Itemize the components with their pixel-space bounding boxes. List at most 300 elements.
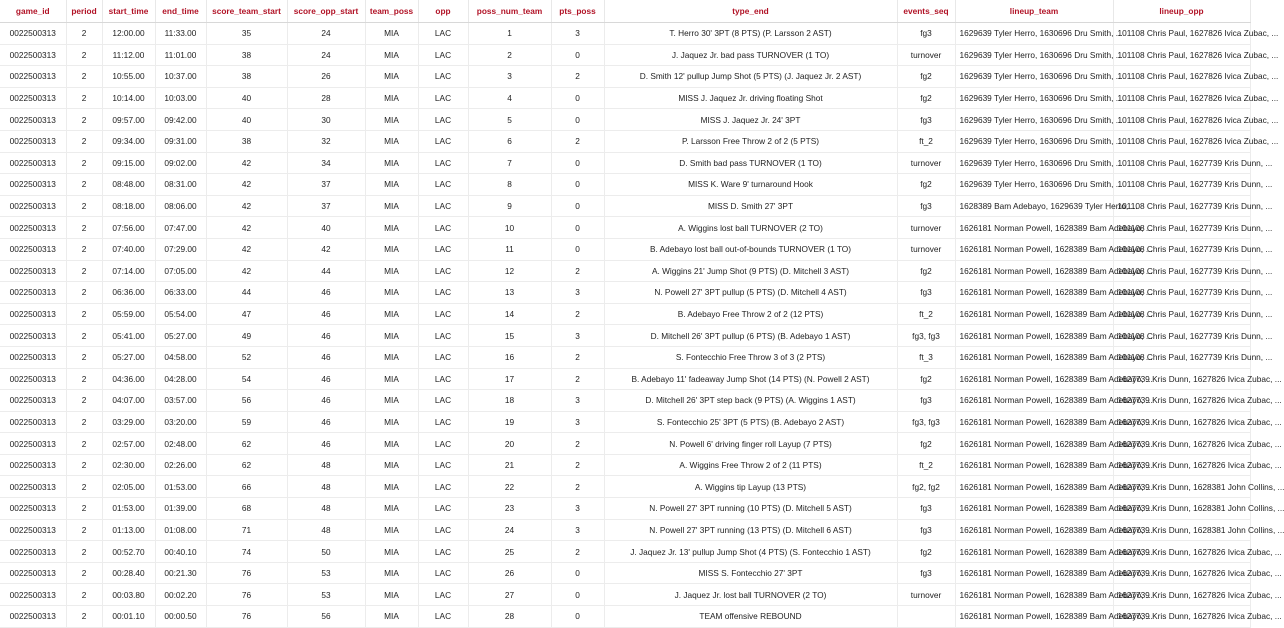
cell-game-id: 0022500313 [0, 174, 66, 196]
cell-lineup-opp: 101108 Chris Paul, 1627826 Ivica Zubac, ... [1113, 44, 1250, 66]
cell-game-id: 0022500313 [0, 195, 66, 217]
table-row[interactable] [0, 541, 1250, 563]
cell-start-time: 05:27.00 [102, 346, 155, 368]
cell-pts-poss: 3 [551, 23, 604, 45]
cell-pts-poss: 0 [551, 109, 604, 131]
cell-game-id: 0022500313 [0, 433, 66, 455]
cell-events-seq: ft_2 [897, 130, 955, 152]
cell-lineup-team: 1626181 Norman Powell, 1628389 Bam Adebayo, ... [955, 411, 1113, 433]
cell-period: 2 [66, 368, 102, 390]
cell-lineup-opp: 101108 Chris Paul, 1627739 Kris Dunn, ... [1113, 260, 1250, 282]
cell-score-team-start: 76 [206, 606, 287, 628]
cell-lineup-team: 1626181 Norman Powell, 1628389 Bam Adebayo, ... [955, 584, 1113, 606]
cell-score-team-start: 44 [206, 282, 287, 304]
cell-score-opp-start: 42 [287, 238, 365, 260]
cell-lineup-team: 1626181 Norman Powell, 1628389 Bam Adebayo, ... [955, 541, 1113, 563]
cell-lineup-team: 1629639 Tyler Herro, 1630696 Dru Smith, ... [955, 152, 1113, 174]
cell-score-opp-start: 46 [287, 433, 365, 455]
cell-pts-poss: 0 [551, 195, 604, 217]
cell-game-id: 0022500313 [0, 454, 66, 476]
cell-end-time: 00:21.30 [155, 562, 206, 584]
cell-score-opp-start: 40 [287, 217, 365, 239]
cell-events-seq [897, 606, 955, 628]
cell-score-team-start: 76 [206, 562, 287, 584]
cell-game-id: 0022500313 [0, 217, 66, 239]
cell-score-opp-start: 46 [287, 411, 365, 433]
header-row [0, 0, 1250, 23]
cell-pts-poss: 0 [551, 238, 604, 260]
cell-period: 2 [66, 433, 102, 455]
cell-start-time: 09:15.00 [102, 152, 155, 174]
column-header-lineup-team[interactable]: lineup_team [955, 0, 1113, 23]
cell-end-time: 02:26.00 [155, 454, 206, 476]
cell-type-end: N. Powell 6' driving finger roll Layup (7 PTS) [604, 433, 897, 455]
cell-poss-num-team: 5 [468, 109, 551, 131]
cell-start-time: 05:59.00 [102, 303, 155, 325]
cell-game-id: 0022500313 [0, 238, 66, 260]
cell-lineup-opp: 101108 Chris Paul, 1627826 Ivica Zubac, ... [1113, 23, 1250, 45]
cell-score-opp-start: 28 [287, 87, 365, 109]
cell-pts-poss: 3 [551, 411, 604, 433]
cell-period: 2 [66, 454, 102, 476]
cell-events-seq: fg3 [897, 519, 955, 541]
cell-score-opp-start: 48 [287, 476, 365, 498]
cell-end-time: 07:47.00 [155, 217, 206, 239]
cell-game-id: 0022500313 [0, 87, 66, 109]
cell-team-poss: MIA [365, 498, 418, 520]
cell-score-team-start: 74 [206, 541, 287, 563]
cell-team-poss: MIA [365, 303, 418, 325]
column-header-poss-num-team[interactable]: poss_num_team [468, 0, 551, 23]
cell-score-opp-start: 24 [287, 44, 365, 66]
cell-game-id: 0022500313 [0, 390, 66, 412]
cell-game-id: 0022500313 [0, 303, 66, 325]
cell-team-poss: MIA [365, 519, 418, 541]
table-row[interactable] [0, 562, 1250, 584]
cell-game-id: 0022500313 [0, 260, 66, 282]
cell-opp: LAC [418, 454, 468, 476]
cell-pts-poss: 2 [551, 66, 604, 88]
cell-start-time: 02:57.00 [102, 433, 155, 455]
cell-end-time: 02:48.00 [155, 433, 206, 455]
cell-lineup-team: 1626181 Norman Powell, 1628389 Bam Adebayo, ... [955, 454, 1113, 476]
cell-score-opp-start: 48 [287, 454, 365, 476]
cell-score-team-start: 35 [206, 23, 287, 45]
cell-lineup-opp: 101108 Chris Paul, 1627739 Kris Dunn, ... [1113, 174, 1250, 196]
table-row[interactable] [0, 217, 1250, 239]
cell-start-time: 04:07.00 [102, 390, 155, 412]
cell-score-opp-start: 48 [287, 519, 365, 541]
cell-poss-num-team: 25 [468, 541, 551, 563]
cell-start-time: 01:53.00 [102, 498, 155, 520]
cell-pts-poss: 0 [551, 87, 604, 109]
cell-team-poss: MIA [365, 23, 418, 45]
column-header-type-end[interactable]: type_end [604, 0, 897, 23]
cell-pts-poss: 3 [551, 498, 604, 520]
cell-game-id: 0022500313 [0, 282, 66, 304]
cell-pts-poss: 3 [551, 519, 604, 541]
cell-period: 2 [66, 303, 102, 325]
cell-lineup-team: 1626181 Norman Powell, 1628389 Bam Adebayo, ... [955, 498, 1113, 520]
cell-events-seq: ft_2 [897, 303, 955, 325]
table-row[interactable] [0, 390, 1250, 412]
cell-start-time: 12:00.00 [102, 23, 155, 45]
cell-events-seq: fg2 [897, 368, 955, 390]
cell-start-time: 10:55.00 [102, 66, 155, 88]
cell-score-opp-start: 46 [287, 390, 365, 412]
cell-period: 2 [66, 174, 102, 196]
cell-pts-poss: 2 [551, 346, 604, 368]
cell-score-opp-start: 50 [287, 541, 365, 563]
cell-period: 2 [66, 109, 102, 131]
cell-lineup-team: 1626181 Norman Powell, 1628389 Bam Adebayo, ... [955, 368, 1113, 390]
cell-lineup-opp: 101108 Chris Paul, 1627739 Kris Dunn, ... [1113, 195, 1250, 217]
cell-period: 2 [66, 498, 102, 520]
cell-lineup-opp: 1627739 Kris Dunn, 1628381 John Collins, ... [1113, 519, 1250, 541]
cell-end-time: 01:08.00 [155, 519, 206, 541]
table-row[interactable] [0, 303, 1250, 325]
cell-lineup-team: 1626181 Norman Powell, 1628389 Bam Adebayo, ... [955, 476, 1113, 498]
cell-lineup-team: 1626181 Norman Powell, 1628389 Bam Adebayo, ... [955, 282, 1113, 304]
cell-events-seq: fg3 [897, 109, 955, 131]
cell-type-end: J. Jaquez Jr. bad pass TURNOVER (1 TO) [604, 44, 897, 66]
cell-opp: LAC [418, 541, 468, 563]
cell-score-team-start: 66 [206, 476, 287, 498]
table-row[interactable] [0, 260, 1250, 282]
cell-opp: LAC [418, 238, 468, 260]
cell-team-poss: MIA [365, 282, 418, 304]
cell-type-end: MISS J. Jaquez Jr. driving floating Shot [604, 87, 897, 109]
cell-poss-num-team: 1 [468, 23, 551, 45]
cell-lineup-team: 1626181 Norman Powell, 1628389 Bam Adebayo, ... [955, 606, 1113, 628]
cell-poss-num-team: 10 [468, 217, 551, 239]
cell-opp: LAC [418, 303, 468, 325]
cell-game-id: 0022500313 [0, 411, 66, 433]
cell-period: 2 [66, 23, 102, 45]
cell-period: 2 [66, 217, 102, 239]
cell-pts-poss: 0 [551, 44, 604, 66]
cell-period: 2 [66, 346, 102, 368]
cell-events-seq: fg2, fg2 [897, 476, 955, 498]
cell-lineup-opp: 101108 Chris Paul, 1627739 Kris Dunn, ... [1113, 325, 1250, 347]
cell-lineup-opp: 101108 Chris Paul, 1627739 Kris Dunn, ... [1113, 303, 1250, 325]
column-header-end-time[interactable]: end_time [155, 0, 206, 23]
cell-lineup-opp: 1627739 Kris Dunn, 1627826 Ivica Zubac, ... [1113, 390, 1250, 412]
table-row[interactable] [0, 23, 1250, 45]
cell-score-team-start: 52 [206, 346, 287, 368]
cell-score-team-start: 59 [206, 411, 287, 433]
cell-score-opp-start: 44 [287, 260, 365, 282]
table-row[interactable] [0, 476, 1250, 498]
cell-lineup-opp: 1627739 Kris Dunn, 1627826 Ivica Zubac, ... [1113, 454, 1250, 476]
cell-poss-num-team: 2 [468, 44, 551, 66]
cell-lineup-team: 1626181 Norman Powell, 1628389 Bam Adebayo, ... [955, 390, 1113, 412]
cell-type-end: N. Powell 27' 3PT running (13 PTS) (D. Mitchell 6 AST) [604, 519, 897, 541]
column-header-opp[interactable]: opp [418, 0, 468, 23]
cell-lineup-team: 1626181 Norman Powell, 1628389 Bam Adebayo, ... [955, 519, 1113, 541]
cell-game-id: 0022500313 [0, 44, 66, 66]
table-row[interactable] [0, 411, 1250, 433]
cell-team-poss: MIA [365, 66, 418, 88]
cell-opp: LAC [418, 23, 468, 45]
cell-pts-poss: 3 [551, 390, 604, 412]
column-header-score-team-start[interactable]: score_team_start [206, 0, 287, 23]
cell-type-end: MISS D. Smith 27' 3PT [604, 195, 897, 217]
column-header-pts-poss[interactable]: pts_poss [551, 0, 604, 23]
table-row[interactable] [0, 325, 1250, 347]
cell-game-id: 0022500313 [0, 476, 66, 498]
cell-game-id: 0022500313 [0, 498, 66, 520]
cell-events-seq: turnover [897, 217, 955, 239]
cell-lineup-opp: 101108 Chris Paul, 1627739 Kris Dunn, ... [1113, 282, 1250, 304]
cell-score-team-start: 40 [206, 87, 287, 109]
column-header-game-id[interactable]: game_id [0, 0, 66, 23]
cell-period: 2 [66, 606, 102, 628]
cell-score-team-start: 42 [206, 238, 287, 260]
cell-events-seq: fg3 [897, 23, 955, 45]
cell-score-opp-start: 46 [287, 325, 365, 347]
cell-team-poss: MIA [365, 238, 418, 260]
cell-end-time: 03:57.00 [155, 390, 206, 412]
table-row[interactable] [0, 44, 1250, 66]
table-row[interactable] [0, 606, 1250, 628]
cell-start-time: 00:03.80 [102, 584, 155, 606]
cell-lineup-team: 1626181 Norman Powell, 1628389 Bam Adebayo, ... [955, 346, 1113, 368]
cell-team-poss: MIA [365, 368, 418, 390]
cell-opp: LAC [418, 44, 468, 66]
cell-score-team-start: 76 [206, 584, 287, 606]
cell-start-time: 08:18.00 [102, 195, 155, 217]
cell-game-id: 0022500313 [0, 541, 66, 563]
cell-opp: LAC [418, 498, 468, 520]
cell-type-end: D. Mitchell 26' 3PT pullup (6 PTS) (B. Adebayo 1 AST) [604, 325, 897, 347]
table-row[interactable] [0, 368, 1250, 390]
table-row[interactable] [0, 498, 1250, 520]
cell-game-id: 0022500313 [0, 325, 66, 347]
cell-opp: LAC [418, 476, 468, 498]
table-row[interactable] [0, 584, 1250, 606]
cell-game-id: 0022500313 [0, 109, 66, 131]
cell-end-time: 07:05.00 [155, 260, 206, 282]
column-header-score-opp-start[interactable]: score_opp_start [287, 0, 365, 23]
cell-lineup-opp: 101108 Chris Paul, 1627739 Kris Dunn, ... [1113, 238, 1250, 260]
cell-opp: LAC [418, 174, 468, 196]
cell-events-seq: fg2 [897, 541, 955, 563]
cell-lineup-team: 1629639 Tyler Herro, 1630696 Dru Smith, ... [955, 44, 1113, 66]
column-header-events-seq[interactable]: events_seq [897, 0, 955, 23]
cell-period: 2 [66, 260, 102, 282]
cell-events-seq: fg2 [897, 66, 955, 88]
table-row[interactable] [0, 195, 1250, 217]
cell-period: 2 [66, 282, 102, 304]
cell-type-end: TEAM offensive REBOUND [604, 606, 897, 628]
cell-pts-poss: 2 [551, 541, 604, 563]
cell-lineup-team: 1626181 Norman Powell, 1628389 Bam Adebayo, ... [955, 562, 1113, 584]
cell-lineup-team: 1629639 Tyler Herro, 1630696 Dru Smith, ... [955, 23, 1113, 45]
cell-end-time: 11:33.00 [155, 23, 206, 45]
cell-game-id: 0022500313 [0, 66, 66, 88]
cell-lineup-team: 1629639 Tyler Herro, 1630696 Dru Smith, ... [955, 87, 1113, 109]
cell-start-time: 02:30.00 [102, 454, 155, 476]
cell-events-seq: turnover [897, 44, 955, 66]
cell-team-poss: MIA [365, 346, 418, 368]
cell-type-end: D. Mitchell 26' 3PT step back (9 PTS) (A. Wiggins 1 AST) [604, 390, 897, 412]
column-header-team-poss[interactable]: team_poss [365, 0, 418, 23]
cell-poss-num-team: 15 [468, 325, 551, 347]
cell-game-id: 0022500313 [0, 519, 66, 541]
cell-opp: LAC [418, 368, 468, 390]
cell-type-end: J. Jaquez Jr. lost ball TURNOVER (2 TO) [604, 584, 897, 606]
cell-lineup-opp: 1627739 Kris Dunn, 1627826 Ivica Zubac, ... [1113, 541, 1250, 563]
cell-type-end: MISS J. Jaquez Jr. 24' 3PT [604, 109, 897, 131]
cell-team-poss: MIA [365, 130, 418, 152]
cell-type-end: A. Wiggins tip Layup (13 PTS) [604, 476, 897, 498]
cell-score-team-start: 62 [206, 454, 287, 476]
table-row[interactable] [0, 66, 1250, 88]
cell-end-time: 09:02.00 [155, 152, 206, 174]
cell-type-end: T. Herro 30' 3PT (8 PTS) (P. Larsson 2 AST) [604, 23, 897, 45]
cell-start-time: 09:57.00 [102, 109, 155, 131]
cell-lineup-opp: 101108 Chris Paul, 1627826 Ivica Zubac, ... [1113, 87, 1250, 109]
table-row[interactable] [0, 282, 1250, 304]
cell-start-time: 02:05.00 [102, 476, 155, 498]
column-header-lineup-opp[interactable]: lineup_opp [1113, 0, 1250, 23]
cell-poss-num-team: 4 [468, 87, 551, 109]
cell-lineup-opp: 101108 Chris Paul, 1627739 Kris Dunn, ... [1113, 152, 1250, 174]
table-row[interactable] [0, 433, 1250, 455]
cell-pts-poss: 0 [551, 152, 604, 174]
cell-lineup-opp: 101108 Chris Paul, 1627739 Kris Dunn, ... [1113, 346, 1250, 368]
cell-poss-num-team: 7 [468, 152, 551, 174]
cell-start-time: 07:56.00 [102, 217, 155, 239]
cell-end-time: 06:33.00 [155, 282, 206, 304]
cell-lineup-team: 1626181 Norman Powell, 1628389 Bam Adebayo, ... [955, 325, 1113, 347]
cell-period: 2 [66, 541, 102, 563]
cell-team-poss: MIA [365, 541, 418, 563]
cell-score-team-start: 42 [206, 174, 287, 196]
cell-type-end: B. Adebayo lost ball out-of-bounds TURNOVER (1 TO) [604, 238, 897, 260]
cell-opp: LAC [418, 606, 468, 628]
cell-end-time: 10:37.00 [155, 66, 206, 88]
cell-pts-poss: 2 [551, 260, 604, 282]
cell-score-opp-start: 46 [287, 346, 365, 368]
cell-team-poss: MIA [365, 195, 418, 217]
table-row[interactable] [0, 130, 1250, 152]
cell-opp: LAC [418, 584, 468, 606]
cell-lineup-opp: 1627739 Kris Dunn, 1627826 Ivica Zubac, ... [1113, 562, 1250, 584]
cell-team-poss: MIA [365, 325, 418, 347]
cell-period: 2 [66, 66, 102, 88]
cell-score-team-start: 38 [206, 130, 287, 152]
cell-start-time: 00:01.10 [102, 606, 155, 628]
cell-team-poss: MIA [365, 44, 418, 66]
cell-opp: LAC [418, 195, 468, 217]
cell-end-time: 01:53.00 [155, 476, 206, 498]
table-row[interactable] [0, 174, 1250, 196]
cell-opp: LAC [418, 130, 468, 152]
cell-score-opp-start: 37 [287, 174, 365, 196]
cell-end-time: 10:03.00 [155, 87, 206, 109]
column-header-start-time[interactable]: start_time [102, 0, 155, 23]
cell-team-poss: MIA [365, 152, 418, 174]
cell-start-time: 01:13.00 [102, 519, 155, 541]
cell-start-time: 07:14.00 [102, 260, 155, 282]
cell-game-id: 0022500313 [0, 152, 66, 174]
table-header [0, 0, 1250, 23]
cell-poss-num-team: 13 [468, 282, 551, 304]
cell-score-team-start: 42 [206, 217, 287, 239]
cell-score-opp-start: 48 [287, 498, 365, 520]
cell-events-seq: fg2 [897, 174, 955, 196]
cell-type-end: A. Wiggins Free Throw 2 of 2 (11 PTS) [604, 454, 897, 476]
table-row[interactable] [0, 346, 1250, 368]
cell-team-poss: MIA [365, 606, 418, 628]
cell-team-poss: MIA [365, 584, 418, 606]
column-header-period[interactable]: period [66, 0, 102, 23]
cell-score-opp-start: 30 [287, 109, 365, 131]
cell-score-opp-start: 24 [287, 23, 365, 45]
cell-opp: LAC [418, 346, 468, 368]
cell-type-end: MISS K. Ware 9' turnaround Hook [604, 174, 897, 196]
cell-events-seq: fg3 [897, 390, 955, 412]
cell-lineup-opp: 1627739 Kris Dunn, 1628381 John Collins, ... [1113, 476, 1250, 498]
cell-lineup-opp: 1627739 Kris Dunn, 1627826 Ivica Zubac, ... [1113, 368, 1250, 390]
cell-score-team-start: 71 [206, 519, 287, 541]
cell-lineup-team: 1629639 Tyler Herro, 1630696 Dru Smith, ... [955, 109, 1113, 131]
table-row[interactable] [0, 454, 1250, 476]
cell-type-end: S. Fontecchio 25' 3PT (5 PTS) (B. Adebayo 2 AST) [604, 411, 897, 433]
table-row[interactable] [0, 109, 1250, 131]
cell-poss-num-team: 8 [468, 174, 551, 196]
table-row[interactable] [0, 519, 1250, 541]
cell-end-time: 05:54.00 [155, 303, 206, 325]
cell-score-opp-start: 46 [287, 368, 365, 390]
cell-poss-num-team: 26 [468, 562, 551, 584]
cell-events-seq: fg2 [897, 260, 955, 282]
cell-end-time: 09:42.00 [155, 109, 206, 131]
cell-opp: LAC [418, 282, 468, 304]
cell-poss-num-team: 21 [468, 454, 551, 476]
cell-pts-poss: 2 [551, 368, 604, 390]
cell-period: 2 [66, 152, 102, 174]
cell-opp: LAC [418, 433, 468, 455]
cell-events-seq: ft_2 [897, 454, 955, 476]
cell-start-time: 11:12.00 [102, 44, 155, 66]
cell-start-time: 09:34.00 [102, 130, 155, 152]
cell-period: 2 [66, 562, 102, 584]
cell-opp: LAC [418, 260, 468, 282]
table-row[interactable] [0, 87, 1250, 109]
cell-end-time: 08:06.00 [155, 195, 206, 217]
cell-start-time: 10:14.00 [102, 87, 155, 109]
cell-game-id: 0022500313 [0, 130, 66, 152]
cell-type-end: N. Powell 27' 3PT pullup (5 PTS) (D. Mitchell 4 AST) [604, 282, 897, 304]
table-row[interactable] [0, 238, 1250, 260]
table-row[interactable] [0, 152, 1250, 174]
cell-opp: LAC [418, 562, 468, 584]
cell-team-poss: MIA [365, 109, 418, 131]
cell-type-end: N. Powell 27' 3PT running (10 PTS) (D. Mitchell 5 AST) [604, 498, 897, 520]
cell-pts-poss: 0 [551, 562, 604, 584]
cell-poss-num-team: 19 [468, 411, 551, 433]
cell-poss-num-team: 18 [468, 390, 551, 412]
cell-pts-poss: 3 [551, 282, 604, 304]
cell-period: 2 [66, 325, 102, 347]
cell-score-opp-start: 46 [287, 303, 365, 325]
cell-end-time: 05:27.00 [155, 325, 206, 347]
cell-poss-num-team: 12 [468, 260, 551, 282]
cell-pts-poss: 3 [551, 325, 604, 347]
